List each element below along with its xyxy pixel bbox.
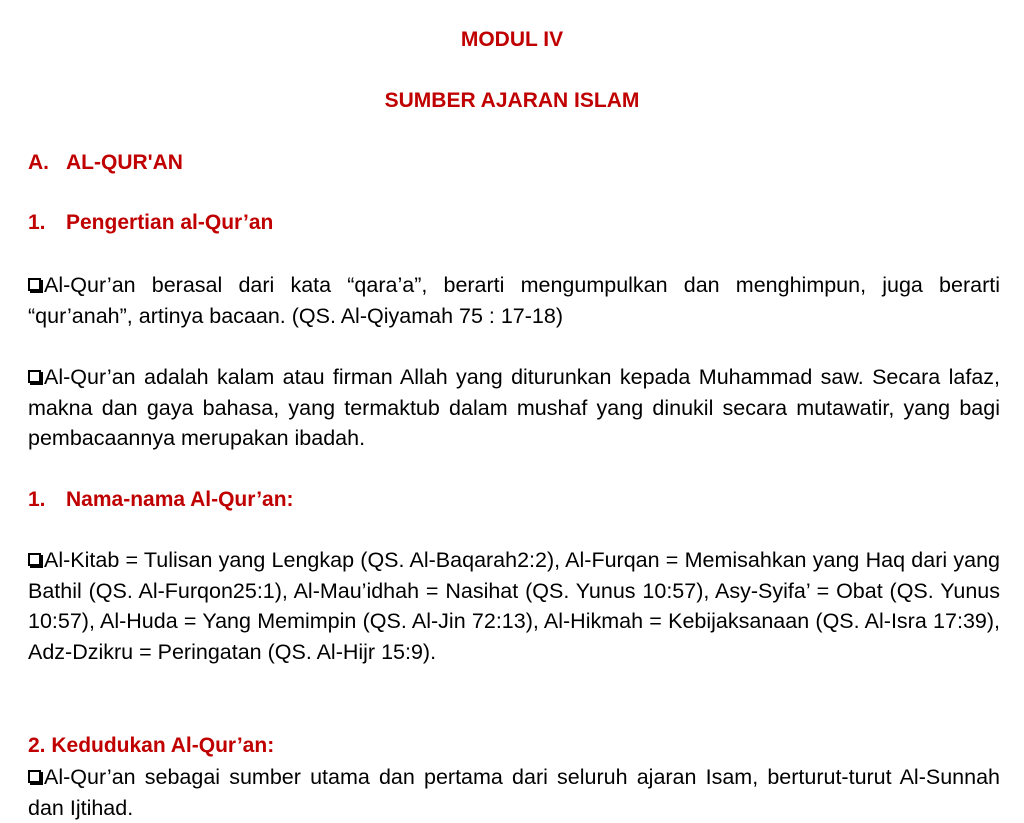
subsection-label: Pengertian al-Qur’an	[66, 211, 274, 234]
paragraph-4	[28, 762, 1000, 823]
subsection-heading-kedudukan: 2. Kedudukan Al-Qur’an:	[28, 734, 275, 757]
checkbox-bullet-icon	[28, 553, 41, 566]
section-number: A.	[28, 151, 49, 174]
subsection-heading-pengertian	[28, 211, 273, 235]
checkbox-bullet-icon	[28, 770, 41, 783]
subsection-number: 1.	[28, 211, 46, 234]
paragraph-text: Al-Qur’an sebagai sumber utama dan pertama dari seluruh ajaran Isam, berturut-turut Al-Sunnah dan Ijtihad.	[28, 765, 1000, 820]
subsection-number: 1.	[28, 488, 46, 511]
subsection-heading-nama	[28, 488, 294, 512]
section-heading-a	[28, 151, 183, 175]
section-label: AL-QUR'AN	[66, 151, 183, 174]
paragraph-1	[28, 270, 1000, 331]
paragraph-text: Al-Kitab = Tulisan yang Lengkap (QS. Al-Baqarah2:2), Al-Furqan = Memisahkan yang Haq dari yang Bathil (QS. Al-Furqon25:1), Al-Mau’idhah = Nasihat (QS. Yunus 10:57), Asy-Syifa’ = Obat (QS. Yunus 10:57), Al-Huda = Yang Memimpin (QS. Al-Jin 72:13), Al-Hikmah = Kebijaksanaan (QS. Al-Isra 17:39), Adz-Dzikru = Peringatan (QS. Al-Hijr 15:9).	[28, 548, 1000, 664]
module-title: MODUL IV	[460, 28, 564, 51]
paragraph-2	[28, 362, 1000, 454]
paragraph-3	[28, 545, 1000, 667]
checkbox-bullet-icon	[28, 370, 41, 383]
paragraph-text: Al-Qur’an berasal dari kata “qara’a”, berarti mengumpulkan dan menghimpun, juga berarti “qur’anah”, artinya bacaan. (QS. Al-Qiyamah 75 : 17-18)	[28, 273, 1000, 328]
subsection-label: Nama-nama Al-Qur’an:	[66, 488, 294, 511]
page-subtitle: SUMBER AJARAN ISLAM	[384, 89, 640, 112]
paragraph-text: Al-Qur’an adalah kalam atau firman Allah yang diturunkan kepada Muhammad saw. Secara lafaz, makna dan gaya bahasa, yang termaktub dalam mushaf yang dinukil secara mutawatir, yang bagi pembacaannya merupakan ibadah.	[28, 365, 1000, 450]
checkbox-bullet-icon	[28, 278, 41, 291]
